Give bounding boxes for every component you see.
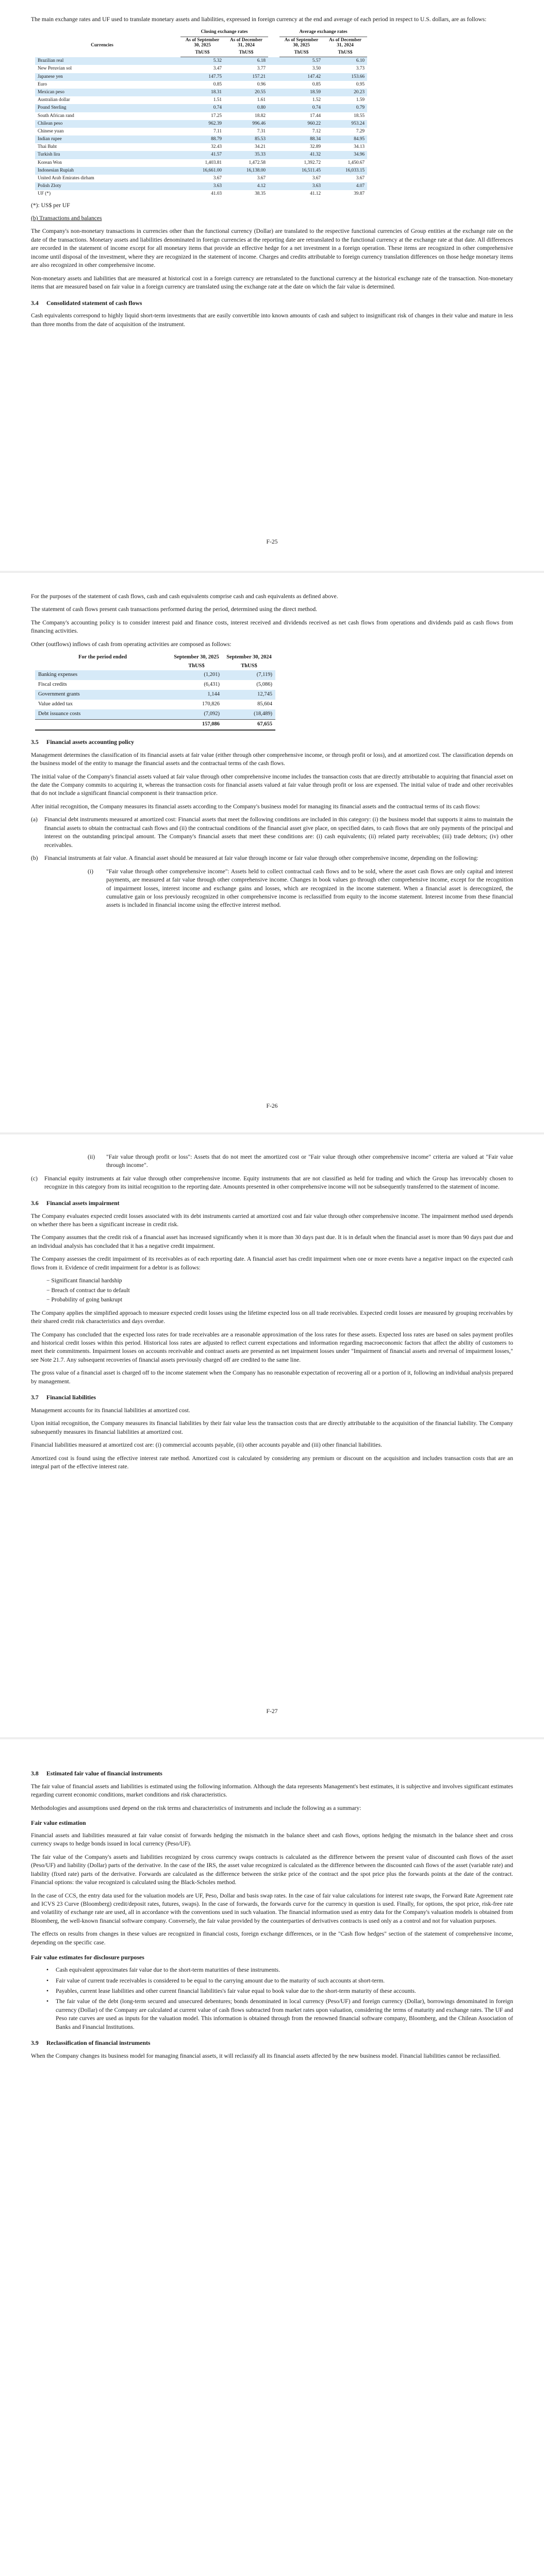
para-amortized-cost: Management accounts for its financial liabilities at amortized cost. (31, 1407, 190, 1414)
flow-value: (7,092) (170, 709, 223, 719)
rate-value: 34.21 (255, 144, 266, 150)
bullet-icon: • (46, 1977, 49, 1984)
currency-name: Turkish lira (35, 151, 169, 159)
para-cash-flow-purposes: For the purposes of the statement of cash flows, cash and cash equivalents comprise cash and cash equivalents as defined above. (31, 593, 338, 600)
bullet-icon: • (46, 1987, 49, 1994)
rate-value: 41.32 (279, 151, 323, 159)
currency-name: New Peruvian sol (38, 66, 72, 72)
rate-value: 41.03 (211, 191, 222, 197)
para-expected-losses: The Company evaluates expected credit losses associated with its debt instruments carried at amortized cost and fair value through other comprehensive income. The impairment method used depends on whether there has been a significant increase in credit risk. (31, 1212, 513, 1228)
currency-name: Pound Sterling (35, 104, 169, 112)
section-b-title: (b) Transactions and balances (31, 215, 102, 222)
rate-value: 4.12 (224, 182, 268, 190)
para-credit-risk: The Company assumes that the credit risk of a financial asset has increased significantly when it is more than 30 days past due. It is in default when the financial asset is more than 90 days past due and an individual analysis has concluded that it has a negative credit impairment. (31, 1234, 513, 1249)
rate-value: 18.82 (255, 113, 266, 118)
table-row (35, 128, 367, 135)
rate-value: 7.29 (356, 128, 365, 134)
currency-name: Chinese yuan (38, 128, 64, 134)
flow-name: Value added tax (38, 701, 73, 707)
currency-name: Brazilian real (35, 57, 169, 65)
table-row (35, 135, 367, 143)
rate-value: 32.89 (310, 144, 321, 150)
rate-value: 1,450.67 (348, 160, 365, 165)
unit-label: ThUS$ (323, 49, 367, 57)
col-header: As of September 30, 2025 (284, 37, 319, 48)
unit-label: ThUS$ (180, 49, 224, 57)
page-separator (0, 571, 544, 573)
currency-name: Thai Baht (38, 144, 57, 150)
table-row (35, 167, 367, 175)
rate-value: 3.63 (180, 182, 224, 190)
list-item: − Probability of going bankrupt (46, 1296, 122, 1303)
list-item: • Payables, current lease liabilities and other current financial liabilities's fair value equal to book value due to the short-term maturity of these accounts. (46, 1987, 513, 1995)
rate-value: 3.67 (257, 176, 266, 181)
list-item-a: (a) Financial debt instruments measured at amortized cost: Financial assets that meet the following conditions are included in this category: (i) the business model that supports it aims to maintain the financial assets to obtain the contractual cash flows and (ii) the contractual conditions of the financial asset give place, on specified dates, to cash flows that are only payments of the principal and interest on the outstanding principal amount. The Company's financial assets that meet these conditions are: (i) cash equivalents; (ii) related party receivables; (iii) trade debtors; (iv) other receivables. (31, 816, 513, 849)
bullet-icon: • (46, 1998, 49, 2005)
list-item-i: (i) "Fair value through other comprehensive income": Assets held to collect contractual cash flows and to be sold, where the asset cash flows are only capital and interest payments, are measured at fair value through other comprehensive income. Changes in book values go through other comprehensive income, except for the recognition of impairment losses, interest income and exchange gains and losses, which are recognized in the income statement. When a financial asset is derecognized, the cumulative gain or loss previously recognized in other comprehensive income is reclassified from equity to the income statement. Interest income from these financial assets is included in financial income using the effective interest method. (88, 868, 513, 909)
table-row (35, 104, 367, 112)
rate-value: 1,392.72 (304, 160, 321, 165)
rate-value: 18.55 (354, 113, 365, 118)
rate-value: 20.55 (224, 89, 268, 96)
flow-value: 170,826 (202, 701, 220, 707)
rate-value: 147.75 (180, 73, 224, 81)
page-separator (0, 1737, 544, 1739)
evidence-list (31, 1277, 513, 1304)
para-other-flows: Other (outflows) inflows of cash from operating activities are composed as follows: (31, 640, 232, 648)
list-item: − Breach of contract due to default (46, 1286, 130, 1294)
currency-name: Korean Won (38, 160, 62, 165)
exchange-rate-rows (35, 57, 367, 198)
closing-header: Closing exchange rates (180, 28, 268, 37)
page-f27 (31, 1153, 513, 1476)
rate-value: 84.95 (323, 135, 367, 143)
rate-value: 1,472.58 (249, 160, 266, 165)
table-row (35, 65, 367, 73)
rate-value: 1.61 (257, 97, 266, 103)
para-non-monetary: Non-monetary assets and liabilities that are measured at historical cost in a foreign currency are retranslated to the functional currency at the historical exchange rate of the transaction. Non-monetary items that are measured based on fair value in a foreign currency are translated using the exchange rate at the date on which the fair value is determined. (31, 275, 513, 291)
table-row (35, 690, 275, 700)
list-item-b: (b) Financial instruments at fair value. A financial asset should be measured at fair value through income or fair value through other comprehensive income, depending on the following: (31, 855, 479, 862)
col-header: September 30, 2024 (226, 654, 272, 660)
rate-value: 88.34 (279, 135, 323, 143)
currency-name: Indian rupee (35, 135, 169, 143)
col-header: As of December 31, 2024 (329, 37, 361, 48)
rate-value: 6.10 (323, 57, 367, 65)
table-row (35, 670, 275, 680)
list-item-c: (c) Financial equity instruments at fair value through other comprehensive income. Equity instruments that are not classified as held for trading and which the Group has irrevocably chosen to recognize in this category from its initial recognition to the reporting date. Amounts presented in other comprehensive income will not be subsequently transferred to the statement of income. (31, 1175, 513, 1191)
rate-value: 962.39 (180, 120, 224, 128)
unit-label: ThUS$ (279, 49, 323, 57)
page-number: F-27 (266, 1708, 278, 1715)
rate-value: 3.63 (279, 182, 323, 190)
rate-value: 20.23 (323, 89, 367, 96)
section-3-6-heading: 3.6 Financial assets impairment (31, 1199, 120, 1207)
bullet-icon: • (46, 1967, 49, 1974)
total-row (35, 719, 275, 730)
flow-name: Banking expenses (35, 670, 170, 680)
rate-value: 3.67 (356, 176, 365, 181)
rate-value: 960.22 (279, 120, 323, 128)
rate-value: 157.21 (224, 73, 268, 81)
rate-value: 38.35 (255, 191, 266, 197)
currency-name: Australian dollar (38, 97, 70, 103)
table-row (35, 700, 275, 709)
para-reclassification: When the Company changes its business model for managing financial assets, it will reclassify all its financial assets affected by the new business model. Financial liabilities cannot be reclassified. (31, 2052, 501, 2059)
rate-value: 85.53 (224, 135, 268, 143)
table-row (35, 182, 367, 190)
table-row (35, 159, 367, 167)
para-after-recognition: After initial recognition, the Company measures its financial assets according to the Company's business model for managing its financial assets and the contractual terms of its cash flows: (31, 803, 481, 810)
currency-name: Japanese yen (35, 73, 169, 81)
currency-name: UF (*) (38, 191, 51, 197)
currency-name: Indonesian Rupiah (35, 167, 169, 175)
rate-value: 3.67 (213, 176, 222, 181)
unit-label: ThUS$ (241, 663, 257, 669)
rate-value: 0.85 (213, 81, 222, 87)
para-loss-rates: The Company has concluded that the expected loss rates for trade receivables are a reasonable approximation of the loss rates for these assets. Expected loss rates are based on sales payment profiles and historical credit losses within this period. Historical loss rates are adjusted to reflect current expectations and information regarding macroeconomic factors that affect the ability of customers to meet their commitments. Impairment losses on accounts receivable and contract assets are presented as net impairment losses under "Impairment of financial assets and reversal of impairment losses," see Note 21.7. Any subsequent recoveries of financial assets previously charged off are credited to the same line. (31, 1331, 513, 1363)
table-row (35, 190, 367, 198)
list-item: • Cash equivalent approximates fair value due to the short-term maturities of these instruments. (46, 1966, 513, 1974)
page-f28 (31, 1762, 513, 2065)
para-accounting-policy: The Company's accounting policy is to consider interest paid and finance costs, interest received and dividends received as net cash flows from operations and dividends paid as cash flows from financing activities. (31, 619, 513, 635)
rate-value: 953.24 (323, 120, 367, 128)
currency-name: Chilean peso (35, 120, 169, 128)
para-direct-method: The statement of cash flows present cash transactions performed during the period, determined using the direct method. (31, 606, 318, 613)
rate-value: 16,033.15 (323, 167, 367, 175)
rate-value: 3.77 (257, 66, 266, 72)
rate-value: 0.74 (180, 104, 224, 112)
list-item: • Fair value of current trade receivables is considered to be equal to the carrying amount due to the maturity of such accounts at short-term. (46, 1977, 513, 1985)
currency-name: Euro (38, 81, 47, 87)
para-gross-value: The gross value of a financial asset is charged off to the income statement when the Company has no reasonable expectation of recovering all or a portion of it, following an individual analysis prepared by management. (31, 1369, 513, 1385)
rate-value: 5.32 (180, 57, 224, 65)
currency-name: South African rand (38, 113, 74, 118)
para-effects: The effects on results from changes in these values are recognized in financial costs, foreign exchange differences, or in the "Cash flow hedges" section of the statement of comprehensive income, depending on the specific case. (31, 1930, 513, 1946)
page-number: F-25 (266, 538, 278, 545)
section-3-7-heading: 3.7 Financial liabilities (31, 1394, 96, 1401)
para-initial-recognition: Upon initial recognition, the Company measures its financial liabilities by their fair value less the transaction costs that are directly attributable to the acquisition of the financial liability. The Company subsequently measures its financial liabilities at amortized cost. (31, 1420, 513, 1435)
page-number: F-26 (266, 1103, 278, 1109)
table-row (35, 151, 367, 159)
table-row (35, 73, 367, 81)
table-row (35, 120, 367, 128)
section-3-8-heading: 3.8 Estimated fair value of financial instruments (31, 1770, 162, 1777)
rate-value: 16,661.00 (180, 167, 224, 175)
rate-value: 35.33 (224, 151, 268, 159)
table-row (35, 89, 367, 96)
other-cash-flows-table (35, 653, 275, 731)
list-item-ii: (ii) "Fair value through profit or loss": Assets that do not meet the amortized cost or "Fair value through other comprehensive income" criteria are valued at "Fair value through income". (88, 1154, 513, 1169)
table-row (35, 175, 367, 182)
rate-value: 0.95 (356, 81, 365, 87)
para-liabilities-list: Financial liabilities measured at amortized cost are: (i) commercial accounts payable, (ii) other accounts payable and (iii) other financial liabilities. (31, 1442, 382, 1449)
table-row (35, 143, 367, 151)
rate-value: 0.80 (224, 104, 268, 112)
fair-value-estimation-heading: Fair value estimation (31, 1819, 86, 1827)
rate-value: 1.51 (213, 97, 222, 103)
table-row (35, 57, 367, 65)
exchange-rate-table (35, 28, 367, 198)
table-row (35, 680, 275, 690)
para-fv-assets: Financial assets and liabilities measured at fair value consist of forwards hedging the mismatch in the balance sheet and cash flows, options hedging the mismatch in the balance sheet and cross currency swaps to hedge bonds issued in local currency (Peso/UF). (31, 1832, 513, 1848)
rate-value: 3.47 (213, 66, 222, 72)
rate-value: 32.43 (211, 144, 222, 150)
section-3-9-heading: 3.9 Reclassification of financial instruments (31, 2039, 151, 2047)
rate-value: 7.31 (257, 128, 266, 134)
rate-value: 17.25 (211, 113, 222, 118)
currency-name: Polish Zloty (35, 182, 169, 190)
para-cash-equivalents: Cash equivalents correspond to highly liquid short-term investments that are easily convertible into known amounts of cash and subject to insignificant risk of changes in their value and mature in less than three months from the date of acquisition of the instrument. (31, 312, 513, 328)
flow-name: Debt issuance costs (35, 709, 170, 719)
para-fv-swaps: The fair value of the Company's assets and liabilities recognized by cross currency swaps contracts is calculated as the difference between the present value of discounted cash flows of the asset (Peso/UF) and liability (Dollar) parts of the derivative. In the case of the IRS, the asset value recognized is calculated as the difference between the discounted cash flows of the asset (variable rate) and liability (fixed rate) parts of the derivative. Forwards are calculated as the difference between the strike price of the contract and the spot price plus the forwards points at the date of the contract. Financial options: the value recognized is calculated using the Black-Scholes method. (31, 1853, 513, 1886)
para-classification: Management determines the classification of its financial assets at fair value (either through other comprehensive income, or through profit or loss), and at amortized cost. The classification depends on the business model of the entity to manage the financial assets and the contractual terms of the cash flows. (31, 751, 513, 767)
flow-name: Fiscal credits (38, 682, 67, 688)
fx-intro: The main exchange rates and UF used to translate monetary assets and liabilities, expressed in foreign currency at the end and average of each period in respect to U.S. dollars, are as follows: (31, 16, 487, 23)
rate-value: 17.44 (310, 113, 321, 118)
rate-value: 1.59 (356, 97, 365, 103)
flow-value: 85,604 (257, 701, 272, 707)
rate-value: 39.87 (354, 191, 365, 197)
list-item: − Significant financial hardship (46, 1277, 122, 1284)
para-initial-value: The initial value of the Company's financial assets valued at fair value through other comprehensive income includes the transaction costs that are directly attributable to acquiring that financial asset on the date the Company commits to acquiring it, whereas the transaction costs for financial assets valued at fair value through profit or loss are expensed. The initial value of trade and other receivables that do not include a significant financial component is their transaction price. (31, 773, 513, 797)
rate-value: 996.46 (224, 120, 268, 128)
rate-value: 3.67 (312, 176, 321, 181)
flow-value: (5,086) (256, 682, 272, 688)
rate-value: 18.31 (180, 89, 224, 96)
para-methodologies: Methodologies and assumptions used depend on the risk terms and characteristics of instruments and include the following as a summary: (31, 1804, 361, 1811)
para-impairment-assessment: The Company assesses the credit impairment of its receivables as of each reporting date. A financial asset has credit impairment when one or more events have a negative impact on the expected cash flows from it. Evidence of credit impairment for a debtor is as follows: (31, 1256, 513, 1271)
rate-value: 34.96 (323, 151, 367, 159)
rate-value: 88.79 (180, 135, 224, 143)
para-effective-interest: Amortized cost is found using the effective interest rate method. Amortized cost is calculated by considering any premium or discount on the acquisition and includes transaction costs that are an integral part of the effective interest rate. (31, 1454, 513, 1470)
rate-value: 41.12 (310, 191, 321, 197)
col-header: As of December 31, 2024 (230, 37, 262, 48)
page-f26 (31, 592, 513, 914)
table-row (35, 112, 367, 120)
rate-value: 7.11 (213, 128, 222, 134)
section-3-5-heading: 3.5 Financial assets accounting policy (31, 738, 135, 745)
flow-name: Government grants (35, 690, 170, 700)
unit-label: ThUS$ (188, 663, 205, 669)
rate-value: 3.73 (356, 66, 365, 72)
rate-value: 16,511.45 (279, 167, 323, 175)
page-separator (0, 1132, 544, 1134)
rate-value: 0.85 (312, 81, 321, 87)
currency-name: Mexican peso (35, 89, 169, 96)
para-simplified-approach: The Company applies the simplified approach to measure expected credit losses using the lifetime expected loss on all trade receivables. Expected credit losses are measured by grouping receivables by their shared credit risk characteristics and days overdue. (31, 1309, 513, 1325)
section-3-4-heading: 3.4 Consolidated statement of cash flows (31, 299, 142, 307)
average-header: Average exchange rates (279, 28, 367, 37)
flow-value: 1,144 (170, 690, 223, 700)
rate-value: 5.57 (279, 57, 323, 65)
total-value: 157,086 (170, 719, 223, 730)
total-value: 67,655 (223, 719, 275, 730)
col-header: As of September 30, 2025 (185, 37, 220, 48)
table-row (35, 81, 367, 89)
flow-value: (7,119) (223, 670, 275, 680)
col-header: September 30, 2025 (174, 654, 219, 660)
para-transactions: The Company's non-monetary transactions in currencies other than the functional currency (Dollar) are translated to the respective functional currencies of Group entities at the exchange rate on the date of the transactions. Monetary assets and liabilities denominated in foreign currencies at the reporting date are retranslated to the functional currency at the exchange rate at that date. All differences are recorded in the statement of income except for all monetary items that provide an effective hedge for a net investment in a foreign operation. These items are recognized in other comprehensive income until disposal of the investment, where they are recognized in the statement of income. Charges and credits attributable to foreign currency translation differences on those hedge monetary items are also recognized in other comprehensive income. (31, 228, 513, 269)
para-fair-value-info: The fair value of financial assets and liabilities is estimated using the following information. Although the data represents Management's best estimates, it is subjective and involves significant estimates regarding current economic conditions, market conditions and risk characteristics. (31, 1783, 513, 1799)
rate-value: 3.50 (312, 66, 321, 72)
rate-value: 153.66 (323, 73, 367, 81)
rate-value: 147.42 (279, 73, 323, 81)
rate-value: 41.57 (180, 151, 224, 159)
list-item: • The fair value of the debt (long-term secured and unsecured debentures; bonds denominated in local currency (Peso/UF) and foreign currency (Dollar), borrowings denominated in foreign currency (Dollar) of the Company are calculated at current value of cash flows subtracted from market rates upon valuation, considering the terms of maturity and exchange rates. The UF and Peso rate curves are used as inputs for the valuation model. This information is obtained through from the renowned financial software company, Bloomberg, and the Chilean Association of Banks and Financial Institutions. (46, 1997, 513, 2031)
unit-label: ThUS$ (224, 49, 268, 57)
rate-value: 34.13 (354, 144, 365, 150)
flow-value: (18,489) (223, 709, 275, 719)
cash-flow-rows (35, 670, 275, 719)
rate-value: 7.12 (312, 128, 321, 134)
rate-value: 0.74 (279, 104, 323, 112)
rate-value: 0.79 (323, 104, 367, 112)
rate-value: 18.59 (279, 89, 323, 96)
disclosure-heading: Fair value estimates for disclosure purposes (31, 1954, 144, 1961)
rate-value: 1.52 (312, 97, 321, 103)
rate-value: 6.18 (224, 57, 268, 65)
flow-value: (6,431) (204, 682, 220, 688)
currencies-header: Currencies (91, 43, 113, 48)
table-row (35, 709, 275, 719)
flow-value: 12,745 (223, 690, 275, 700)
table-row (35, 96, 367, 104)
page-f25 (31, 15, 513, 333)
disclosure-list (31, 1966, 513, 2031)
rate-value: 1,403.81 (205, 160, 222, 165)
currency-name: United Arab Emirates dirham (38, 176, 94, 181)
period-header: For the period ended (78, 654, 127, 660)
flow-value: (1,201) (170, 670, 223, 680)
rate-value: 4.07 (323, 182, 367, 190)
rate-value: 0.96 (257, 81, 266, 87)
fx-footnote: (*): US$ per UF (31, 201, 70, 209)
para-ccs-inputs: In the case of CCS, the entry data used for the valuation models are UF, Peso, Dollar and basis swap rates. In the case of fair value calculations for interest rate swaps, the Forward Rate Agreement rate and ICVS 23 Curve (Bloomberg) credit/deposit rates, futures, swaps). In the case of forwards, the forwards curve for the currency in question is used. Finally, for options, the spot price, risk-free rate and volatility of exchange rate are used, all in accordance with the conventions used in such valuation. The financial information used as entry data for the Company's valuation models is obtained from Bloomberg, the well-known financial software company. Conversely, the fair value provided by the counterparties of derivatives contracts is used only as a control and not for valuation purposes. (31, 1892, 513, 1924)
rate-value: 16,138.00 (224, 167, 268, 175)
